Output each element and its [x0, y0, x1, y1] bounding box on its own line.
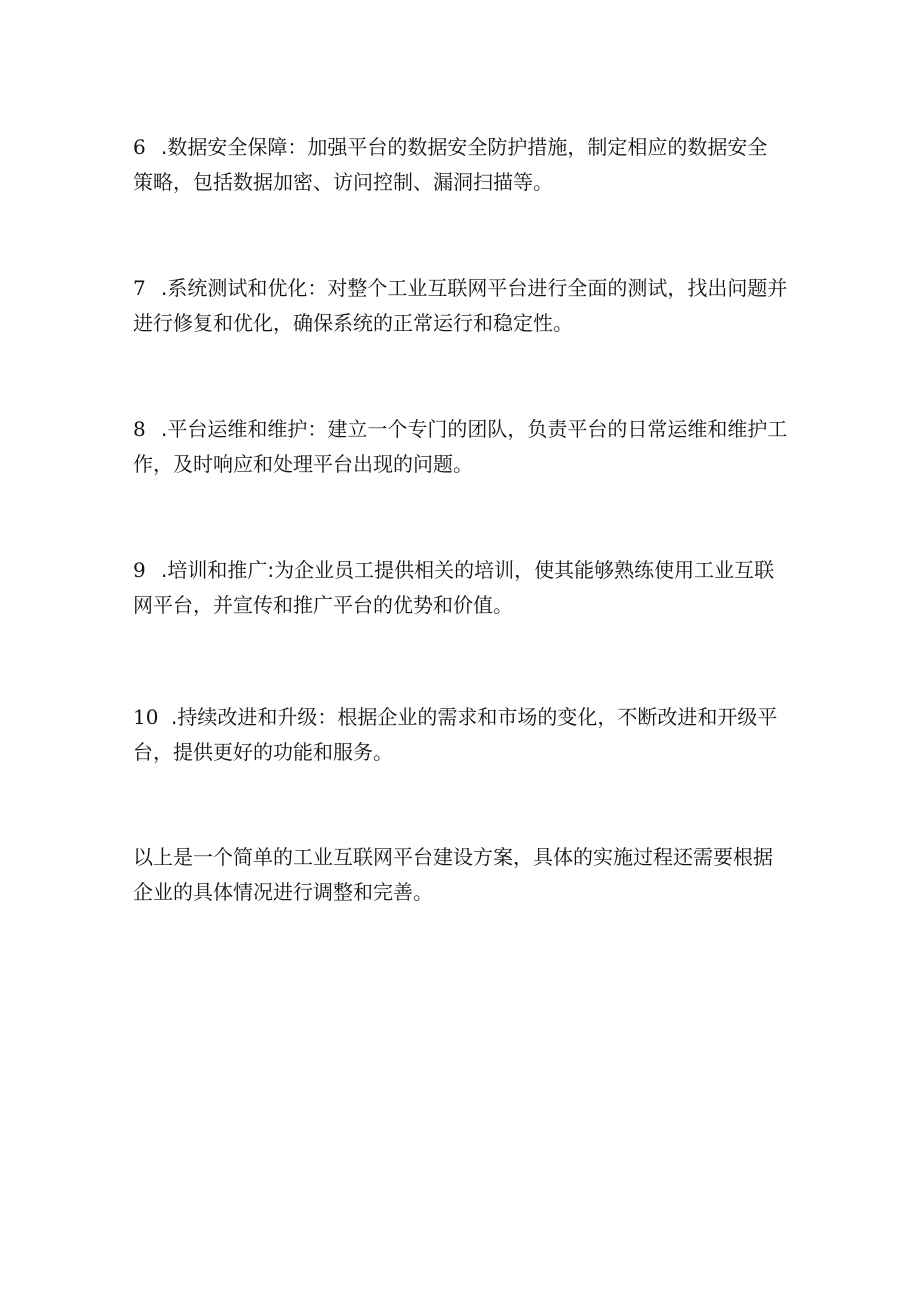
item-text: .数据安全保障：加强平台的数据安全防护措施，制定相应的数据安全 — [161, 135, 768, 159]
item-number: 10 — [133, 705, 159, 729]
list-item-second-line: 作，及时响应和处理平台出现的问题。 — [133, 452, 473, 476]
conclusion-paragraph — [133, 840, 793, 910]
list-item-first-line — [133, 130, 793, 165]
list-item-first-line — [133, 553, 793, 588]
item-text: .系统测试和优化：对整个工业互联网平台进行全面的测试，找出问题并 — [161, 276, 788, 300]
item-number: 7 — [133, 276, 146, 300]
list-item-8 — [133, 412, 793, 482]
list-item-first-line — [133, 700, 793, 735]
list-item-second-line: 策略，包括数据加密、访问控制、漏洞扫描等。 — [133, 170, 553, 194]
conclusion-first-line: 以上是一个简单的工业互联网平台建设方案，具体的实施过程还需要根据 — [133, 845, 773, 869]
list-item-first-line — [133, 271, 793, 306]
list-item-10 — [133, 700, 793, 770]
list-item-second-line: 进行修复和优化，确保系统的正常运行和稳定性。 — [133, 311, 573, 335]
item-text: .平台运维和维护：建立一个专门的团队，负责平台的日常运维和维护工 — [161, 417, 788, 441]
list-item-7 — [133, 271, 793, 341]
item-text: .持续改进和升级：根据企业的需求和市场的变化，不断改进和开级平 — [171, 705, 778, 729]
item-number: 9 — [133, 558, 146, 582]
list-item-6 — [133, 130, 793, 200]
item-text: .培训和推广:为企业员工提供相关的培训，使其能够熟练使用工业互联 — [161, 558, 775, 582]
list-item-second-line: 网平台，并宣传和推广平台的优势和价值。 — [133, 593, 513, 617]
item-number: 6 — [133, 135, 146, 159]
list-item-first-line — [133, 412, 793, 447]
list-item-9 — [133, 553, 793, 623]
list-item-second-line: 台，提供更好的功能和服务。 — [133, 740, 393, 764]
conclusion-second-line: 企业的具体情况进行调整和完善。 — [133, 880, 433, 904]
item-number: 8 — [133, 417, 146, 441]
